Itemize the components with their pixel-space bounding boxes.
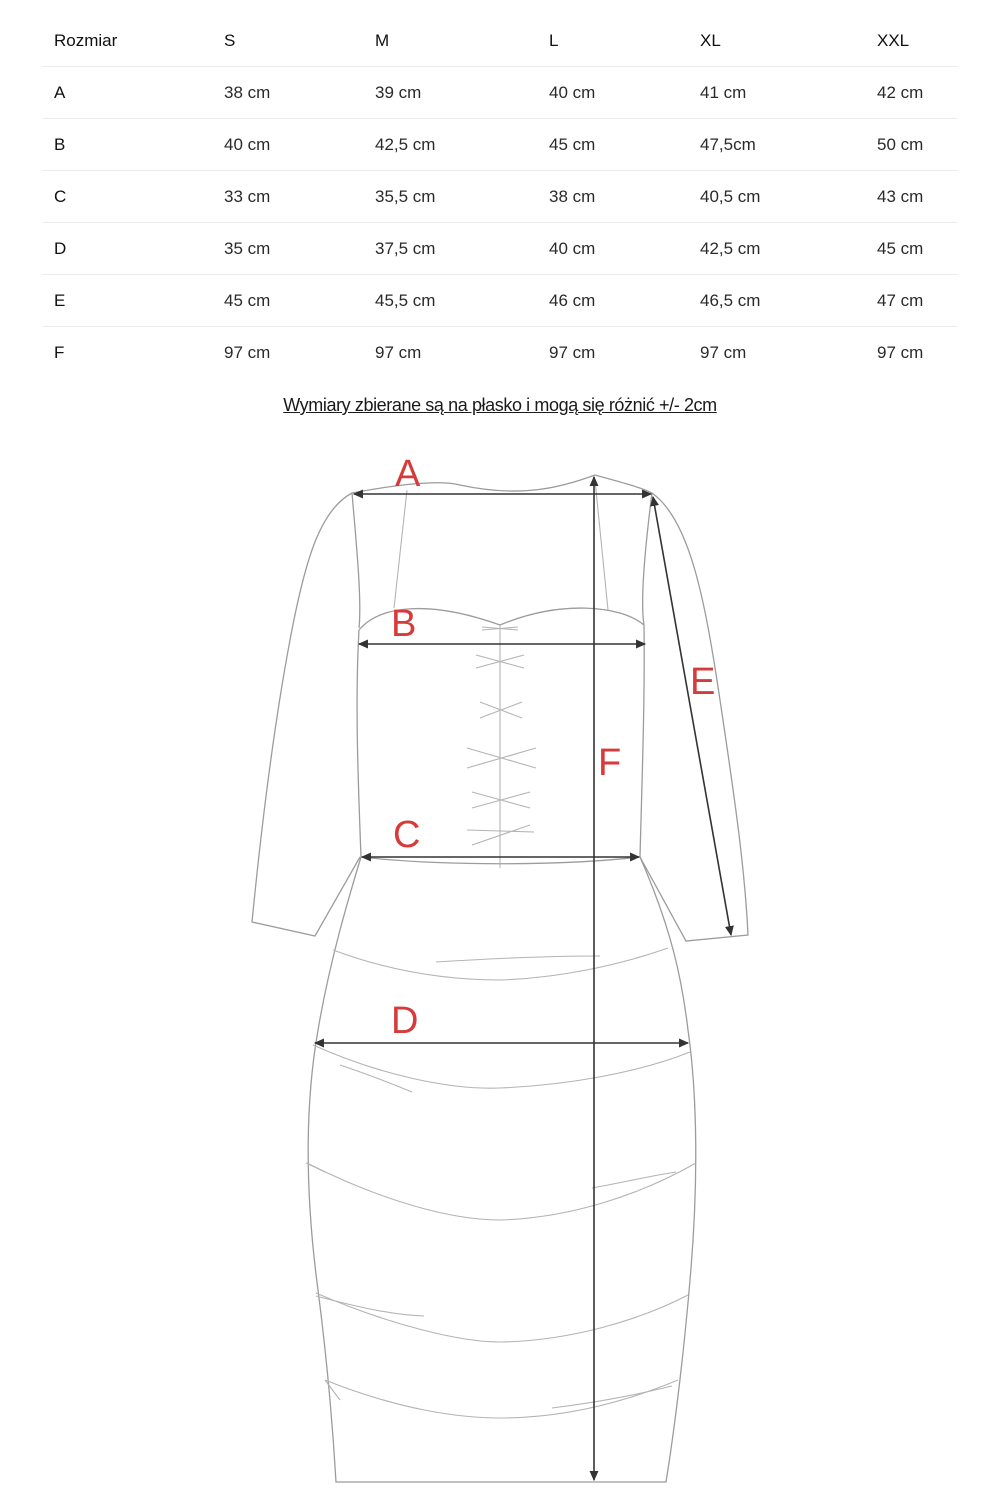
table-cell: 38 cm	[212, 67, 363, 119]
table-cell: 42,5 cm	[688, 223, 865, 275]
table-header-row	[42, 16, 958, 67]
label-a: A	[395, 453, 421, 495]
table-cell: 47 cm	[865, 275, 958, 327]
label-f: F	[598, 742, 622, 784]
header-m: M	[375, 31, 390, 50]
table-cell: 40 cm	[537, 67, 688, 119]
table-cell: 42 cm	[865, 67, 958, 119]
table-cell: 45 cm	[537, 119, 688, 171]
row-label: F	[42, 327, 212, 379]
table-cell: 35,5 cm	[363, 171, 537, 223]
table-cell: 45 cm	[212, 275, 363, 327]
row-label: D	[42, 223, 212, 275]
table-row	[42, 171, 958, 223]
table-cell: 50 cm	[865, 119, 958, 171]
table-row	[42, 275, 958, 327]
size-table	[42, 16, 958, 378]
label-c: C	[393, 814, 421, 856]
dress-outline	[252, 475, 748, 1482]
table-row	[42, 327, 958, 379]
label-d: D	[391, 1000, 419, 1042]
label-e: E	[690, 661, 716, 703]
table-row	[42, 67, 958, 119]
lacing	[467, 627, 536, 845]
table-cell: 46,5 cm	[688, 275, 865, 327]
table-cell: 40,5 cm	[688, 171, 865, 223]
table-cell: 43 cm	[865, 171, 958, 223]
table-cell: 33 cm	[212, 171, 363, 223]
measurement-note-text: Wymiary zbierane są na płasko i mogą się różnić +/- 2cm	[283, 395, 717, 415]
table-cell: 45 cm	[865, 223, 958, 275]
table-cell: 41 cm	[688, 67, 865, 119]
header-s: S	[224, 31, 236, 50]
table-cell: 37,5 cm	[363, 223, 537, 275]
row-label: A	[42, 67, 212, 119]
table-cell: 97 cm	[537, 327, 688, 379]
table-cell: 46 cm	[537, 275, 688, 327]
row-label: E	[42, 275, 212, 327]
table-cell: 45,5 cm	[363, 275, 537, 327]
label-b: B	[391, 603, 417, 645]
table-cell: 97 cm	[212, 327, 363, 379]
header-l: L	[549, 31, 559, 50]
table-cell: 40 cm	[537, 223, 688, 275]
table-row	[42, 223, 958, 275]
header-xxl: XXL	[877, 31, 910, 50]
table-cell: 35 cm	[212, 223, 363, 275]
row-label: C	[42, 171, 212, 223]
dress-diagram	[0, 440, 1000, 1500]
table-cell: 47,5cm	[688, 119, 865, 171]
table-cell: 42,5 cm	[363, 119, 537, 171]
table-cell: 40 cm	[212, 119, 363, 171]
table-row	[42, 119, 958, 171]
header-xl: XL	[700, 31, 721, 50]
measurement-note	[0, 395, 1000, 416]
measurement-labels	[391, 453, 715, 1042]
table-cell: 97 cm	[688, 327, 865, 379]
table-cell: 97 cm	[363, 327, 537, 379]
header-rozmiar: Rozmiar	[54, 31, 118, 50]
table-cell: 38 cm	[537, 171, 688, 223]
table-cell: 97 cm	[865, 327, 958, 379]
arrow-e	[653, 497, 731, 935]
row-label: B	[42, 119, 212, 171]
table-cell: 39 cm	[363, 67, 537, 119]
